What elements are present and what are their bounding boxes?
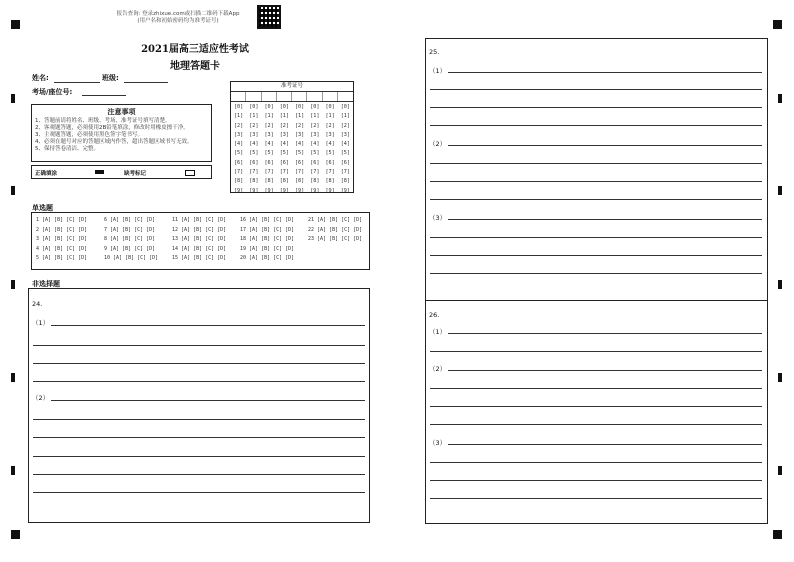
exam-digit-bubble[interactable]: [4] [264, 141, 274, 148]
exam-number-write-row[interactable] [231, 92, 353, 102]
exam-digit-bubble[interactable]: [8] [249, 178, 259, 185]
name-field[interactable] [54, 82, 100, 83]
exam-digit-bubble[interactable]: [4] [325, 141, 335, 148]
mcq-column [240, 216, 300, 264]
q26-sub2-label: （2） [429, 365, 447, 373]
q25-sub1-label: （1） [429, 67, 447, 75]
single-choice-label: 单选题 [32, 204, 53, 212]
exam-digit-bubble[interactable]: [0] [310, 104, 320, 110]
answer-line[interactable] [430, 462, 762, 463]
q26-sub3-label: （3） [429, 439, 447, 447]
exam-digit-bubble[interactable]: [3] [325, 131, 335, 138]
answer-line[interactable] [430, 237, 762, 238]
q26-number: 26. [429, 311, 440, 319]
exam-digit-bubble[interactable]: [2] [294, 122, 305, 129]
exam-digit-bubble[interactable]: [2] [279, 122, 290, 129]
exam-digit-bubble[interactable]: [7] [233, 169, 244, 176]
report-notice-line1: 报告查询: 登录zhixue.com或扫描二维码下载App [116, 11, 240, 17]
notice-item: 4、必须在题号对应的答题区域内作答，超出答题区域书写无效。 [35, 139, 193, 145]
exam-digit-bubble[interactable]: [4] [279, 141, 290, 148]
single-choice-grid [36, 216, 368, 264]
exam-digit-bubble[interactable]: [7] [294, 169, 305, 176]
answer-line[interactable] [33, 381, 365, 382]
missing-mark-box[interactable] [185, 170, 195, 176]
mcq-question-row[interactable]: 22 [A] [B] [C] [D] [308, 226, 363, 233]
answer-line[interactable] [430, 424, 762, 425]
notice-list [32, 118, 211, 153]
exam-digit-bubble[interactable]: [8] [325, 178, 335, 185]
room-seat-field[interactable] [82, 95, 126, 96]
answer-line[interactable] [51, 325, 365, 326]
answer-line[interactable] [430, 255, 762, 256]
exam-title-line1: 2021届高三适应性考试 [141, 44, 249, 55]
timing-mark [778, 280, 782, 289]
mcq-question-row[interactable]: 23 [A] [B] [C] [D] [308, 236, 363, 243]
timing-mark [11, 186, 15, 195]
non-choice-label: 非选择题 [32, 280, 60, 288]
report-notice [108, 11, 248, 25]
exam-digit-bubble[interactable]: [6] [279, 159, 290, 166]
timing-mark [778, 373, 782, 382]
answer-line[interactable] [448, 333, 762, 334]
answer-line[interactable] [430, 273, 762, 274]
class-label: 班级: [102, 74, 119, 82]
exam-digit-bubble[interactable]: [7] [340, 169, 351, 176]
exam-digit-bubble[interactable]: [2] [249, 122, 259, 129]
q26-sub1-label: （1） [429, 328, 447, 336]
mcq-question-row[interactable]: 16 [A] [B] [C] [D] [240, 217, 295, 223]
exam-digit-bubble[interactable]: [7] [310, 169, 320, 176]
exam-digit-bubble[interactable]: [5] [249, 150, 259, 157]
exam-digit-bubble[interactable]: [4] [233, 141, 244, 148]
exam-digit-bubble[interactable]: [6] [249, 159, 259, 166]
exam-digit-bubble[interactable]: [3] [233, 131, 244, 138]
mcq-question-row[interactable]: 7 [A] [B] [C] [D] [104, 226, 156, 233]
single-choice-box [31, 212, 370, 270]
exam-digit-bubble[interactable]: [9] [340, 187, 351, 194]
exam-digit-bubble[interactable]: [6] [325, 159, 335, 166]
answer-line[interactable] [33, 474, 365, 475]
answer-line[interactable] [430, 498, 762, 499]
notice-item: 3、主观题答题，必须使用黑色签字笔书写。 [35, 132, 144, 138]
exam-number-bubble-grid [231, 102, 353, 196]
answer-line[interactable] [448, 145, 762, 146]
exam-digit-bubble[interactable]: [9] [233, 187, 244, 194]
notice-item: 5、保持答卷清洁、完整。 [35, 146, 100, 152]
mcq-question-row[interactable]: 15 [A] [B] [C] [D] [172, 255, 227, 262]
timing-mark [11, 373, 15, 382]
exam-title [110, 40, 280, 72]
answer-line[interactable] [430, 388, 762, 389]
exam-digit-bubble[interactable]: [7] [279, 169, 290, 176]
exam-digit-bubble[interactable]: [2] [340, 122, 351, 129]
mcq-question-row[interactable]: 17 [A] [B] [C] [D] [240, 226, 295, 233]
answer-line[interactable] [430, 199, 762, 200]
q24-sub2-label: （2） [32, 394, 50, 402]
exam-digit-bubble[interactable]: [8] [264, 178, 274, 185]
mcq-question-row[interactable]: 6 [A] [B] [C] [D] [104, 217, 156, 223]
exam-digit-bubble[interactable]: [6] [310, 159, 320, 166]
exam-digit-bubble[interactable]: [0] [233, 104, 244, 110]
timing-mark [11, 94, 15, 103]
notice-item: 2、客观题答题，必须使用2B铅笔填涂，修改时用橡皮擦干净。 [35, 125, 189, 131]
exam-digit-bubble[interactable]: [0] [249, 104, 259, 110]
registration-mark [773, 20, 782, 29]
exam-digit-bubble[interactable]: [5] [279, 150, 290, 157]
exam-digit-bubble[interactable]: [1] [279, 113, 290, 120]
q24-sub1-label: （1） [32, 319, 50, 327]
exam-digit-bubble[interactable]: [5] [233, 150, 244, 157]
q24-number: 24. [32, 300, 43, 308]
exam-digit-bubble[interactable]: [0] [294, 104, 305, 110]
mcq-column [172, 216, 232, 264]
timing-mark [11, 466, 15, 475]
answer-line[interactable] [448, 370, 762, 371]
fill-legend [31, 165, 212, 179]
answer-line[interactable] [430, 480, 762, 481]
exam-digit-bubble[interactable]: [3] [310, 131, 320, 138]
exam-digit-bubble[interactable]: [5] [325, 150, 335, 157]
name-label: 姓名: [32, 74, 49, 82]
q25-number: 25. [429, 48, 440, 56]
answer-line[interactable] [448, 72, 762, 73]
timing-mark [778, 186, 782, 195]
exam-digit-bubble[interactable]: [3] [249, 131, 259, 138]
exam-digit-bubble[interactable]: [5] [310, 150, 320, 157]
exam-digit-bubble[interactable]: [4] [340, 141, 351, 148]
answer-line[interactable] [33, 419, 365, 420]
exam-digit-bubble[interactable]: [5] [294, 150, 305, 157]
exam-digit-bubble[interactable]: [8] [279, 178, 290, 185]
answer-line[interactable] [430, 406, 762, 407]
notice-box [31, 104, 212, 162]
exam-digit-bubble[interactable]: [7] [264, 169, 274, 176]
timing-mark [778, 94, 782, 103]
timing-mark [11, 280, 15, 289]
mcq-question-row[interactable]: 1 [A] [B] [C] [D] [36, 217, 88, 223]
answer-line[interactable] [33, 363, 365, 364]
answer-line[interactable] [430, 163, 762, 164]
exam-digit-bubble[interactable]: [1] [340, 113, 351, 120]
exam-digit-bubble[interactable]: [5] [340, 150, 351, 157]
exam-digit-bubble[interactable]: [3] [264, 131, 274, 138]
exam-digit-bubble[interactable]: [1] [233, 113, 244, 120]
answer-line[interactable] [33, 345, 365, 346]
mcq-question-row[interactable]: 9 [A] [B] [C] [D] [104, 245, 156, 252]
mcq-question-row[interactable]: 14 [A] [B] [C] [D] [172, 245, 227, 252]
exam-digit-bubble[interactable]: [7] [249, 169, 259, 176]
exam-digit-bubble[interactable]: [0] [325, 104, 335, 110]
exam-digit-bubble[interactable]: [5] [264, 150, 274, 157]
answer-line[interactable] [430, 351, 762, 352]
exam-digit-bubble[interactable]: [1] [264, 113, 274, 120]
exam-title-line2: 地理答题卡 [170, 61, 220, 72]
exam-digit-bubble[interactable]: [4] [294, 141, 305, 148]
exam-digit-bubble[interactable]: [2] [310, 122, 320, 129]
exam-digit-bubble[interactable]: [1] [310, 113, 320, 120]
exam-digit-bubble[interactable]: [0] [264, 104, 274, 110]
exam-digit-bubble[interactable]: [9] [249, 187, 259, 194]
exam-digit-bubble[interactable]: [8] [294, 178, 305, 185]
exam-number-box [230, 81, 354, 193]
q25-sub3-label: （3） [429, 214, 447, 222]
correct-fill-swatch [95, 170, 104, 174]
exam-digit-bubble[interactable]: [0] [279, 104, 290, 110]
mcq-question-row[interactable]: 21 [A] [B] [C] [D] [308, 217, 363, 223]
exam-number-title: 准考证号 [231, 82, 353, 92]
answer-line[interactable] [448, 444, 762, 445]
exam-digit-bubble[interactable]: [0] [340, 104, 351, 110]
exam-digit-bubble[interactable]: [1] [294, 113, 305, 120]
answer-line[interactable] [33, 437, 365, 438]
exam-digit-bubble[interactable]: [6] [294, 159, 305, 166]
mcq-question-row[interactable]: 3 [A] [B] [C] [D] [36, 236, 88, 243]
mcq-question-row[interactable]: 5 [A] [B] [C] [D] [36, 255, 88, 262]
exam-digit-bubble[interactable]: [9] [264, 187, 274, 194]
mcq-column [308, 216, 368, 264]
mcq-question-row[interactable]: 2 [A] [B] [C] [D] [36, 226, 88, 233]
exam-digit-bubble[interactable]: [4] [310, 141, 320, 148]
answer-line[interactable] [430, 125, 762, 126]
exam-digit-bubble[interactable]: [9] [294, 187, 305, 194]
mcq-question-row[interactable]: 10 [A] [B] [C] [D] [104, 255, 159, 262]
exam-digit-bubble[interactable]: [2] [233, 122, 244, 129]
correct-fill-label: 正确填涂 [35, 171, 58, 177]
mcq-question-row[interactable]: 20 [A] [B] [C] [D] [240, 255, 295, 262]
answer-line[interactable] [33, 456, 365, 457]
exam-digit-bubble[interactable]: [9] [325, 187, 335, 194]
mcq-question-row[interactable]: 4 [A] [B] [C] [D] [36, 245, 88, 252]
mcq-column [104, 216, 164, 264]
exam-digit-bubble[interactable]: [6] [264, 159, 274, 166]
exam-digit-bubble[interactable]: [8] [340, 178, 351, 185]
mcq-question-row[interactable]: 19 [A] [B] [C] [D] [240, 245, 295, 252]
q24-answer-box [28, 288, 370, 523]
notice-title: 注意事项 [107, 108, 136, 116]
exam-digit-bubble[interactable]: [3] [294, 131, 305, 138]
exam-digit-bubble[interactable]: [2] [264, 122, 274, 129]
mcq-question-row[interactable]: 11 [A] [B] [C] [D] [172, 217, 227, 223]
exam-digit-bubble[interactable]: [6] [233, 159, 244, 166]
exam-digit-bubble[interactable]: [2] [325, 122, 335, 129]
exam-digit-bubble[interactable]: [6] [340, 159, 351, 166]
mcq-question-row[interactable]: 13 [A] [B] [C] [D] [172, 236, 227, 243]
exam-digit-bubble[interactable]: [3] [340, 131, 351, 138]
exam-digit-bubble[interactable]: [9] [279, 187, 290, 194]
q25-sub2-label: （2） [429, 140, 447, 148]
exam-digit-bubble[interactable]: [8] [310, 178, 320, 185]
exam-digit-bubble[interactable]: [4] [249, 141, 259, 148]
answer-line[interactable] [33, 492, 365, 493]
registration-mark [773, 530, 782, 539]
exam-digit-bubble[interactable]: [9] [310, 187, 320, 194]
notice-item: 1、答题前请将姓名、班级、考场、准考证号填写清楚。 [35, 118, 171, 124]
exam-digit-bubble[interactable]: [3] [279, 131, 290, 138]
class-field[interactable] [124, 82, 168, 83]
q26-answer-box [425, 300, 768, 524]
answer-line[interactable] [430, 181, 762, 182]
registration-mark [11, 20, 20, 29]
qr-code [257, 5, 281, 29]
exam-digit-bubble[interactable]: [7] [325, 169, 335, 176]
registration-mark [11, 530, 20, 539]
answer-line[interactable] [430, 107, 762, 108]
q25-answer-box [425, 38, 768, 301]
room-seat-label: 考场/座位号: [32, 88, 73, 96]
mcq-question-row[interactable]: 8 [A] [B] [C] [D] [104, 236, 156, 243]
mcq-question-row[interactable]: 12 [A] [B] [C] [D] [172, 226, 227, 233]
report-notice-line2: (用户名和初始密码均为准考证号) [137, 18, 219, 24]
answer-line[interactable] [51, 400, 365, 401]
exam-digit-bubble[interactable]: [1] [325, 113, 335, 120]
exam-digit-bubble[interactable]: [1] [249, 113, 259, 120]
exam-digit-bubble[interactable]: [8] [233, 178, 244, 185]
answer-line[interactable] [430, 89, 762, 90]
mcq-column [36, 216, 96, 264]
timing-mark [778, 466, 782, 475]
answer-line[interactable] [448, 219, 762, 220]
mcq-question-row[interactable]: 18 [A] [B] [C] [D] [240, 236, 295, 243]
missing-mark-label: 缺考标记 [124, 171, 147, 177]
